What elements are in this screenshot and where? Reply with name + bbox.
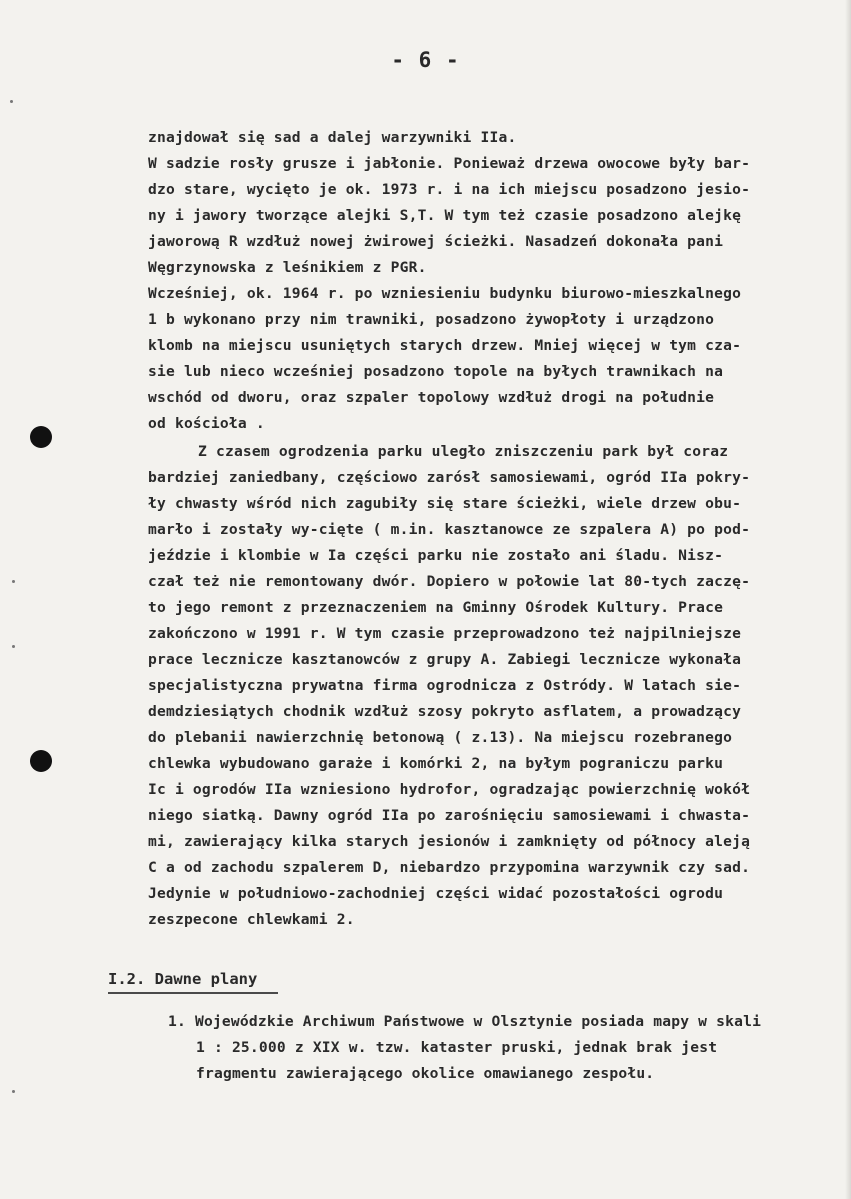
speck <box>12 580 15 583</box>
text-line: marło i zostały wy-cięte ( m.in. kasztanowce ze szpalera A) po pod- <box>148 521 751 538</box>
text-line: od kościoła . <box>148 415 265 432</box>
binder-hole <box>30 750 52 772</box>
page-number: - 6 - <box>391 48 460 72</box>
text-line: specjalistyczna prywatna firma ogrodnicza z Ostródy. W latach sie- <box>148 677 742 694</box>
text-line: 1. Wojewódzkie Archiwum Państwowe w Olsztynie posiada mapy w skali <box>168 1013 762 1030</box>
text-line: niego siatką. Dawny ogród IIa po zarośnięciu samosiewami i chwasta- <box>148 807 751 824</box>
text-line: 1 : 25.000 z XIX w. tzw. kataster pruski, jednak brak jest <box>196 1039 718 1056</box>
text-line: Węgrzynowska z leśnikiem z PGR. <box>148 259 427 276</box>
text-line: 1 b wykonano przy nim trawniki, posadzono żywopłoty i urządzono <box>148 311 715 328</box>
text-line: ły chwasty wśród nich zagubiły się stare ścieżki, wiele drzew obu- <box>148 495 742 512</box>
text-line: sie lub nieco wcześniej posadzono topole na byłych trawnikach na <box>148 363 724 380</box>
text-line: ny i jawory tworzące alejki S,T. W tym też czasie posadzono alejkę <box>148 207 742 224</box>
text-line: znajdował się sad a dalej warzywniki IIa. <box>148 129 517 146</box>
text-line: bardziej zaniedbany, częściowo zarósł samosiewami, ogród IIa pokry- <box>148 469 751 486</box>
speck <box>12 645 15 648</box>
text-line: Z czasem ogrodzenia parku uległo zniszczeniu park był coraz <box>198 443 729 460</box>
text-line: prace lecznicze kasztanowców z grupy A. Zabiegi lecznicze wykonała <box>148 651 742 668</box>
text-line: zeszpecone chlewkami 2. <box>148 911 355 928</box>
text-line: dzo stare, wycięto je ok. 1973 r. i na ich miejscu posadzono jesio- <box>148 181 751 198</box>
text-line: do plebanii nawierzchnię betonową ( z.13). Na miejscu rozebranego <box>148 729 733 746</box>
text-line: zakończono w 1991 r. W tym czasie przeprowadzono też najpilniejsze <box>148 625 742 642</box>
text-line: C a od zachodu szpalerem D, niebardzo przypomina warzywnik czy sad. <box>148 859 751 876</box>
text-line: mi, zawierający kilka starych jesionów i zamknięty od północy aleją <box>148 833 751 850</box>
binder-hole <box>30 426 52 448</box>
text-line: jeździe i klombie w Ia części parku nie zostało ani śladu. Nisz- <box>148 547 724 564</box>
speck <box>10 100 13 103</box>
text-line: jaworową R wzdłuż nowej żwirowej ścieżki. Nasadzeń dokonała pani <box>148 233 724 250</box>
text-line: klomb na miejscu usuniętych starych drzew. Mniej więcej w tym cza- <box>148 337 742 354</box>
text-line: czał też nie remontowany dwór. Dopiero w połowie lat 80-tych zaczę- <box>148 573 751 590</box>
text-line: Ic i ogrodów IIa wzniesiono hydrofor, ogradzając powierzchnię wokół <box>148 781 751 798</box>
speck <box>12 1090 15 1093</box>
text-line: to jego remont z przeznaczeniem na Gminny Ośrodek Kultury. Prace <box>148 599 724 616</box>
page-edge <box>845 0 851 1199</box>
text-line: fragmentu zawierającego okolice omawianego zespołu. <box>196 1065 655 1082</box>
section-heading: I.2. Dawne plany <box>108 970 258 988</box>
text-line: demdziesiątych chodnik wzdłuż szosy pokryto asflatem, a prowadzący <box>148 703 742 720</box>
text-line: chlewka wybudowano garaże i komórki 2, na byłym pograniczu parku <box>148 755 724 772</box>
text-line: Wcześniej, ok. 1964 r. po wzniesieniu budynku biurowo-mieszkalnego <box>148 285 742 302</box>
heading-underline <box>108 992 278 994</box>
text-line: wschód od dworu, oraz szpaler topolowy wzdłuż drogi na południe <box>148 389 715 406</box>
text-line: W sadzie rosły grusze i jabłonie. Ponieważ drzewa owocowe były bar- <box>148 155 751 172</box>
text-line: Jedynie w południowo-zachodniej części widać pozostałości ogrodu <box>148 885 724 902</box>
